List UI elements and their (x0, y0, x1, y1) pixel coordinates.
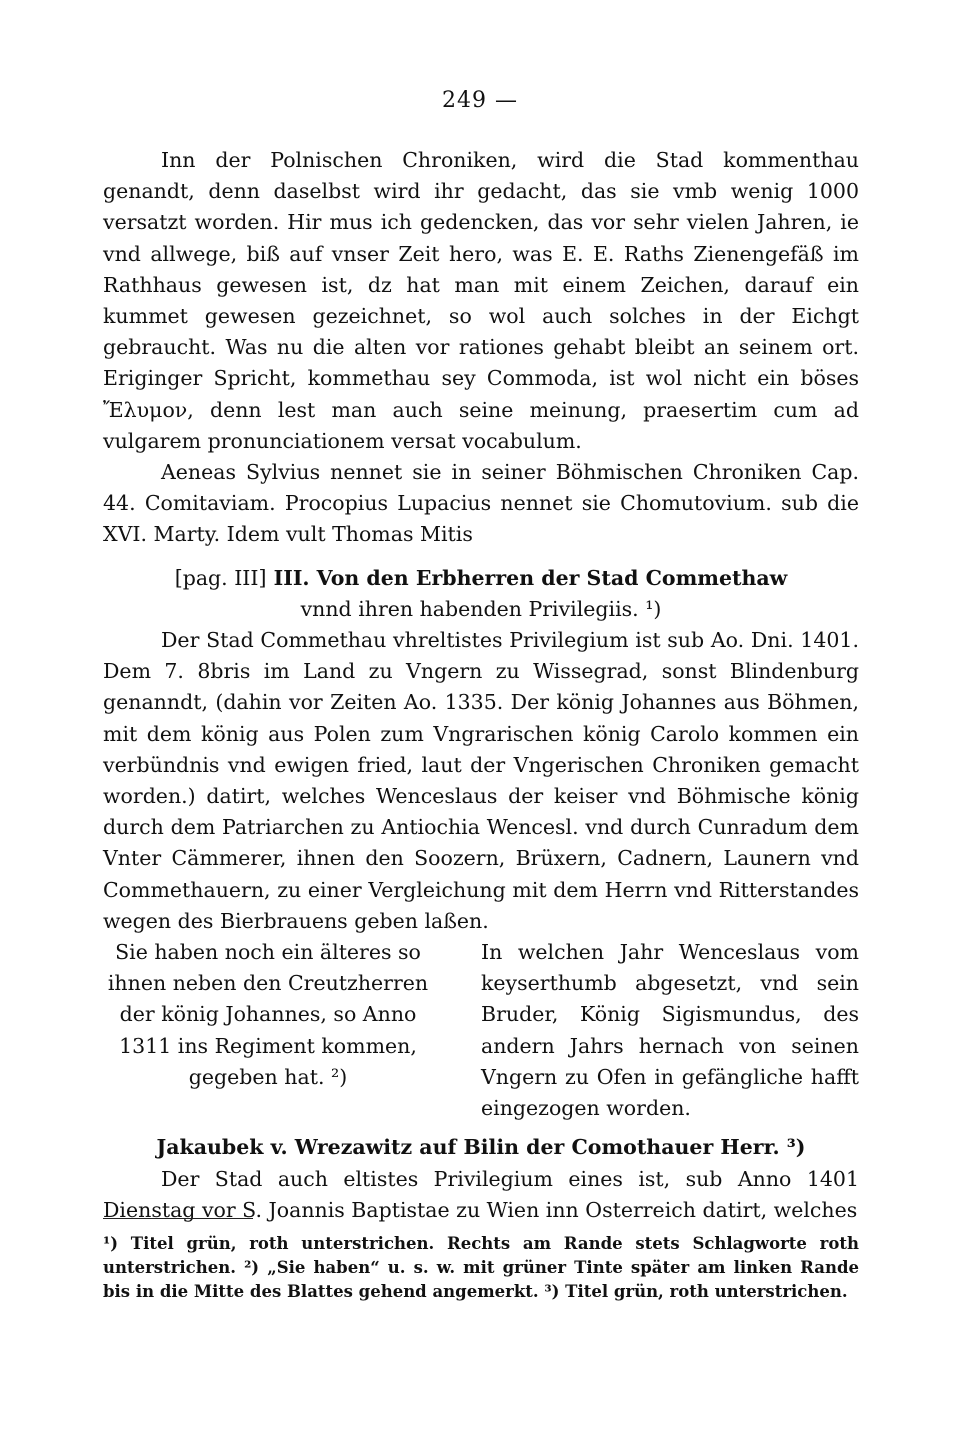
section-heading-subtitle: vnnd ihren habenden Privilegiis. ¹) (300, 596, 662, 621)
footnotes (103, 1232, 859, 1304)
page-marker: [pag. III] (174, 565, 267, 590)
footnote-divider (103, 1218, 253, 1219)
section-heading-3 (103, 563, 859, 594)
paragraph-3: Der Stad Commethau vhreltistes Privilegium ist sub Ao. Dni. 1401. Dem 7. 8bris im Land zu Vngern zu Wissegrad, sonst Blindenburg genanndt, (dahin vor Zeiten Ao. 1335. Der könig Johannes aus Böhmen, mit dem könig aus Polen zum Vngrarischen könig Carolo kommen ein verbündnis vnd ewigen fried, laut der Vngerischen Chroniken gemacht worden.) datirt, welches Wenceslaus der keiser vnd Böhmische könig durch dem Patriarchen zu Antiochia Wencesl. vnd durch Cunradum dem Vnter Cämmerer, ihnen den Soozern, Brüxern, Cadnern, Launern vnd Commethauern, zu einer Vergleichung mit dem Herrn vnd Ritterstandes wegen des Bierbrauens geben laßen. (103, 628, 859, 933)
paragraph-2: Aeneas Sylvius nennet sie in seiner Böhmischen Chroniken Cap. 44. Comitaviam. Procopius Lupacius nennet sie Chomutovium. sub die XVI. Marty. Idem vult Thomas Mitis (103, 460, 859, 547)
main-text (103, 145, 859, 1226)
page-number: 249 — (442, 88, 518, 113)
section-heading-title: III. Von den Erbherren der Stad Commethaw (273, 565, 788, 590)
left-column-note: Sie haben noch ein älteres so ihnen neben den Creutzherren der könig Johannes, so Anno 1311 ins Regiment kommen, gegeben hat. ²) (107, 940, 429, 1089)
paragraph-1: Inn der Polnischen Chroniken, wird die Stad kommenthau genandt, denn daselbst wird ihr gedacht, das sie vmb wenig 1000 versatzt worden. Hir mus ich gedencken, das vor sehr vielen Jahren, ie vnd allwege, biß auf vnser Zeit hero, was E. E. Raths Zienengefäß im Rathhaus gewesen ist, dz hat man mit einem Zeichen, darauf ein kummet gewesen gezeichnet, so wol auch solches in der Eichgt gebraucht. Was nu die alten vor rationes gehabt bleibt an seinem ort. Eriginger Spricht, kommethau sey Commoda, ist wol nicht ein böses Ἔλυμον, denn lest man auch seine meinung, praesertim cum ad vulgarem pronunciationem versat vocabulum. (103, 148, 859, 453)
footnote-text: ¹) Titel grün, roth unterstrichen. Rechts am Rande stets Schlagworte roth unterstrichen. ²) „Sie haben“ u. s. w. mit grüner Tinte später am linken Rande bis in die Mitte des Blattes gehend angemerkt. ³) Titel grün, roth unterstrichen. (103, 1234, 859, 1301)
right-column-note: In welchen Jahr Wenceslaus vom keyserthumb abgesetzt, vnd sein Bruder, König Sigismundus, des andern Jahrs hernach von seinen Vngern zu Ofen in gefängliche hafft eingezogen worden. (481, 940, 859, 1121)
section-heading-jakaubek: Jakaubek v. Wrezawitz auf Bilin der Comothauer Herr. ³) (156, 1135, 806, 1160)
two-column-notes (103, 937, 859, 1124)
paragraph-4: Der Stad auch eltistes Privilegium eines ist, sub Anno 1401 Dienstag vor S. Joannis Baptistae zu Wien inn Osterreich datirt, welches (103, 1166, 859, 1222)
